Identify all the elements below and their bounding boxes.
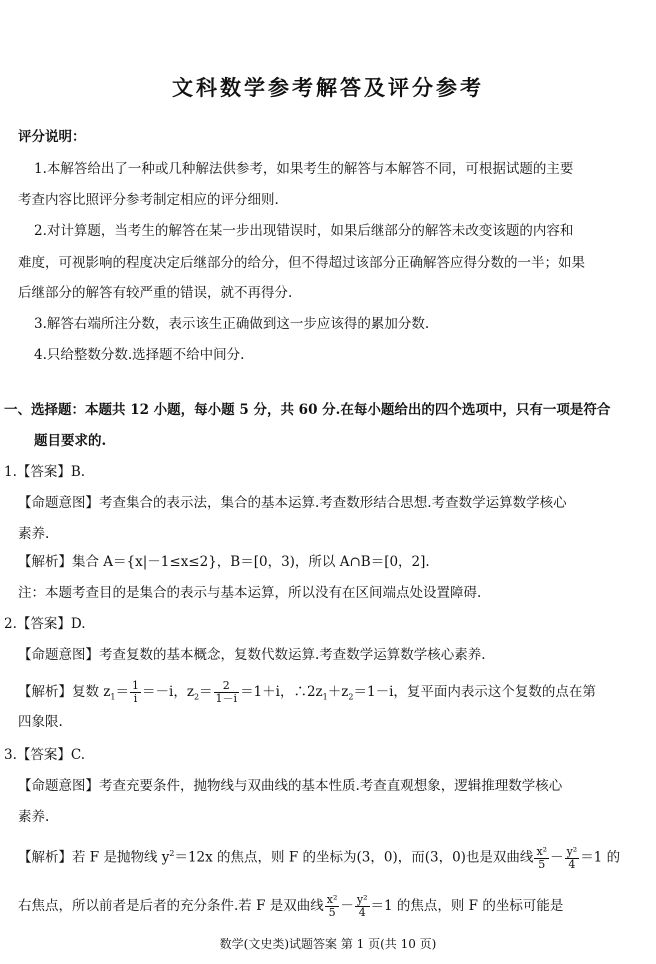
note-line: 难度，可视影响的程度决定后继部分的给分，但不得超过该部分正确解答应得分数的一半；如果 (18, 255, 585, 271)
note-line: 考查内容比照评分参考制定相应的评分细则. (18, 192, 279, 208)
q2-intent: 【命题意图】考查复数的基本概念，复数代数运算.考查数学运算数学核心素养. (18, 647, 486, 663)
fraction: $\frac{\text{y²}}{4}$ (566, 844, 578, 870)
note-line: 3.解答右端所注分数，表示该生正确做到这一步应该得的累加分数. (34, 316, 430, 332)
page-title: 文科数学参考解答及评分参考 (172, 75, 484, 100)
q2-analysis: 【解析】复数 $z_1=$ $\frac{1}{i}$ ＝－i，$z_2=$ $\frac{2}{1-i}$ ＝1＋i，$\therefore 2z_1+z_2=1-i$，复平面内表示这个复数的点在第 (18, 679, 596, 705)
fraction: $\frac{1}{i}$ (132, 679, 139, 705)
q3-analysis: 【解析】若 F 是抛物线 $y^2=12x$ 的焦点，则 F 的坐标为(3，0)，而(3，0)也是双曲线 $\frac{\text{x²}}{5}$ － $\frac{\text{y²}}{4}$ ＝1 的 (18, 844, 621, 870)
fraction: $\frac{2}{1-i}$ (215, 679, 238, 705)
q3-answer: 3.【答案】C. (4, 747, 86, 763)
note-line: 1.本解答给出了一种或几种解法供参考，如果考生的解答与本解答不同，可根据试题的主要 (34, 161, 574, 177)
fraction: $\frac{\text{x²}}{5}$ (326, 893, 338, 919)
q1-intent: 【命题意图】考查集合的表示法，集合的基本运算.考查数形结合思想.考查数学运算数学核心 (18, 495, 567, 511)
fraction: $\frac{\text{y²}}{4}$ (356, 893, 368, 919)
q3-intent: 【命题意图】考查充要条件，抛物线与双曲线的基本性质.考查直观想象，逻辑推理数学核心 (18, 778, 563, 794)
fraction: $\frac{\text{x²}}{5}$ (536, 844, 548, 870)
q2-answer: 2.【答案】D. (4, 616, 86, 632)
q3-analysis-cont: 右焦点，所以前者是后者的充分条件.若 F 是双曲线 $\frac{\text{x²}}{5}$ － $\frac{\text{y²}}{4}$ ＝1 的焦点，则 F 的坐标可能是 (18, 893, 564, 919)
notes-heading: 评分说明： (18, 129, 86, 145)
q1-intent-cont: 素养. (18, 526, 50, 542)
q3-intent-cont: 素养. (18, 809, 50, 825)
q2-analysis-cont: 四象限. (18, 714, 63, 730)
page-footer: 数学(文史类)试题答案 第 1 页(共 10 页) (219, 937, 437, 951)
section-heading: 一、选择题：本题共 12 小题，每小题 5 分，共 60 分.在每小题给出的四个选项中，只有一项是符合 (4, 402, 611, 418)
q1-analysis: 【解析】集合 A＝{x|－1≤x≤2}，B＝[0，3)，所以 A∩B＝[0，2]. (18, 554, 430, 570)
note-line: 2.对计算题，当考生的解答在某一步出现错误时，如果后继部分的解答未改变该题的内容和 (34, 223, 574, 239)
q1-answer: 1.【答案】B. (4, 464, 86, 480)
note-line: 后继部分的解答有较严重的错误，就不再得分. (18, 285, 293, 301)
note-line: 4.只给整数分数.选择题不给中间分. (34, 347, 245, 363)
section-heading-cont: 题目要求的. (34, 433, 107, 449)
q1-note: 注：本题考查目的是集合的表示与基本运算，所以没有在区间端点处设置障碍. (18, 585, 482, 601)
